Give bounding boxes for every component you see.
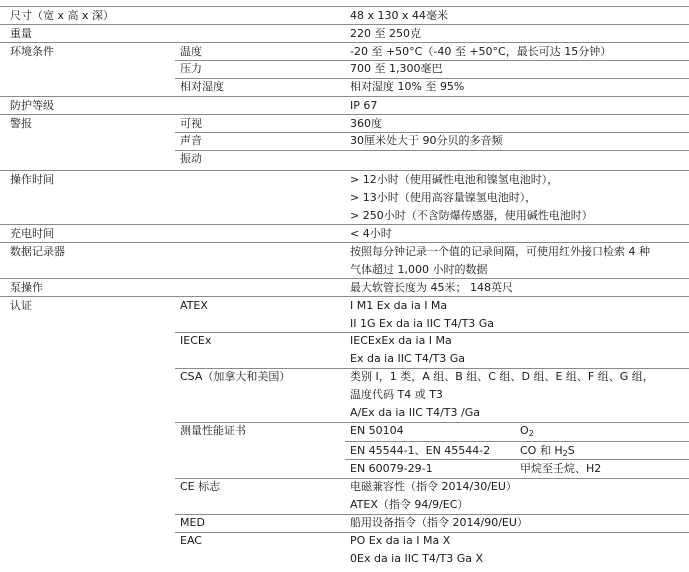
value-charge: < 4小时: [350, 227, 392, 240]
value-temp: -20 至 +50°C（-40 至 +50°C，最长可达 15分钟）: [350, 45, 612, 58]
label-env: 环境条件: [10, 45, 54, 58]
label-ce: CE 标志: [180, 480, 221, 493]
label-ip: 防护等级: [10, 99, 54, 112]
row-ip: [0, 96, 689, 115]
label-weight: 重量: [10, 27, 32, 40]
value-runtime-1: > 12小时（使用碱性电池和镍氢电池时），: [350, 173, 559, 186]
value-ce-2: ATEX（指令 94/9/EC）: [350, 498, 469, 511]
value-logger-2: 气体超过 1,000 小时的数据: [350, 263, 488, 276]
value-pump: 最大软管长度为 45米； 148英尺: [350, 281, 513, 294]
value-humidity: 相对湿度 10% 至 95%: [350, 80, 465, 93]
row-cert-eac: [0, 532, 689, 568]
value-csa-2: 温度代码 T4 或 T3: [350, 388, 443, 401]
value-audio: 30厘米处大于 90分贝的多音频: [350, 134, 503, 147]
label-perf: 测量性能证书: [180, 424, 246, 437]
value-iecex-1: IECExEx da ia I Ma: [350, 334, 452, 347]
value-med: 船用设备指令（指令 2014/90/EU）: [350, 516, 528, 529]
value-pressure: 700 至 1,300毫巴: [350, 62, 443, 75]
value-runtime-2: > 13小时（使用高容量镍氢电池时），: [350, 191, 537, 204]
label-runtime: 操作时间: [10, 173, 54, 186]
row-logger: [0, 242, 689, 279]
row-cert-atex: [0, 296, 689, 333]
row-cert-csa: [0, 368, 689, 422]
label-atex: ATEX: [180, 299, 208, 312]
value-runtime-3: > 250小时（不含防爆传感器，使用碱性电池时）: [350, 209, 593, 222]
label-charge: 充电时间: [10, 227, 54, 240]
label-logger: 数据记录器: [10, 245, 65, 258]
value-csa-3: A/Ex da ia IIC T4/T3 /Ga: [350, 406, 480, 419]
value-atex-2: II 1G Ex da ia IIC T4/T3 Ga: [350, 317, 495, 330]
row-pump: [0, 278, 689, 297]
row-cert-ce: [0, 478, 689, 514]
value-perf-gas-1: $O_2$: [520, 424, 534, 438]
value-weight: 220 至 250克: [350, 27, 421, 40]
row-alarm-vibration: [0, 150, 689, 168]
label-iecex: IECEx: [180, 334, 212, 347]
value-perf-std-1: EN 50104: [350, 424, 404, 437]
value-perf-gas-3: 甲烷至壬烷、H2: [520, 462, 602, 475]
label-vibration: 振动: [180, 152, 202, 165]
row-size: [0, 6, 689, 25]
row-env-humidity: [0, 78, 689, 96]
row-charge: [0, 224, 689, 243]
row-weight: [0, 24, 689, 43]
label-eac: EAC: [180, 534, 202, 547]
row-env-pressure: [0, 60, 689, 78]
label-audio: 声音: [180, 134, 202, 147]
label-csa: CSA（加拿大和美国）: [180, 370, 291, 383]
label-humidity: 相对湿度: [180, 80, 224, 93]
value-visual: 360度: [350, 117, 382, 130]
row-cert-med: [0, 514, 689, 532]
label-pump: 泵操作: [10, 281, 43, 294]
label-pressure: 压力: [180, 62, 202, 75]
value-logger-1: 按照每分钟记录一个值的记录间隔，可使用红外接口检索 4 种: [350, 245, 650, 258]
value-size: 48 x 130 x 44毫米: [350, 9, 448, 22]
row-alarm-audio: [0, 132, 689, 150]
row-cert-perf: [0, 422, 689, 478]
value-csa-1: 类别 I，1 类，A 组、B 组、C 组、D 组、E 组、F 组、G 组，: [350, 370, 654, 383]
label-size: 尺寸（宽 x 高 x 深）: [10, 9, 115, 22]
value-perf-std-3: EN 60079-29-1: [350, 462, 433, 475]
value-perf-gas-2: CO 和 $H_2S$: [520, 444, 575, 458]
row-alarm-visual: [0, 114, 689, 133]
value-ce-1: 电磁兼容性（指令 2014/30/EU）: [350, 480, 517, 493]
label-alarm: 警报: [10, 117, 32, 130]
label-cert: 认证: [10, 299, 32, 312]
value-eac-1: PO Ex da ia I Ma X: [350, 534, 451, 547]
value-atex-1: I M1 Ex da ia I Ma: [350, 299, 448, 312]
value-iecex-2: Ex da ia IIC T4/T3 Ga: [350, 352, 466, 365]
label-med: MED: [180, 516, 205, 529]
value-perf-std-2: EN 45544-1、EN 45544-2: [350, 444, 491, 457]
row-runtime: [0, 170, 689, 225]
row-cert-iecex: [0, 332, 689, 368]
value-ip: IP 67: [350, 99, 378, 112]
value-eac-2: 0Ex da ia IIC T4/T3 Ga X: [350, 552, 484, 565]
row-env-temp: [0, 42, 689, 61]
label-temp: 温度: [180, 45, 202, 58]
label-visual: 可视: [180, 117, 202, 130]
